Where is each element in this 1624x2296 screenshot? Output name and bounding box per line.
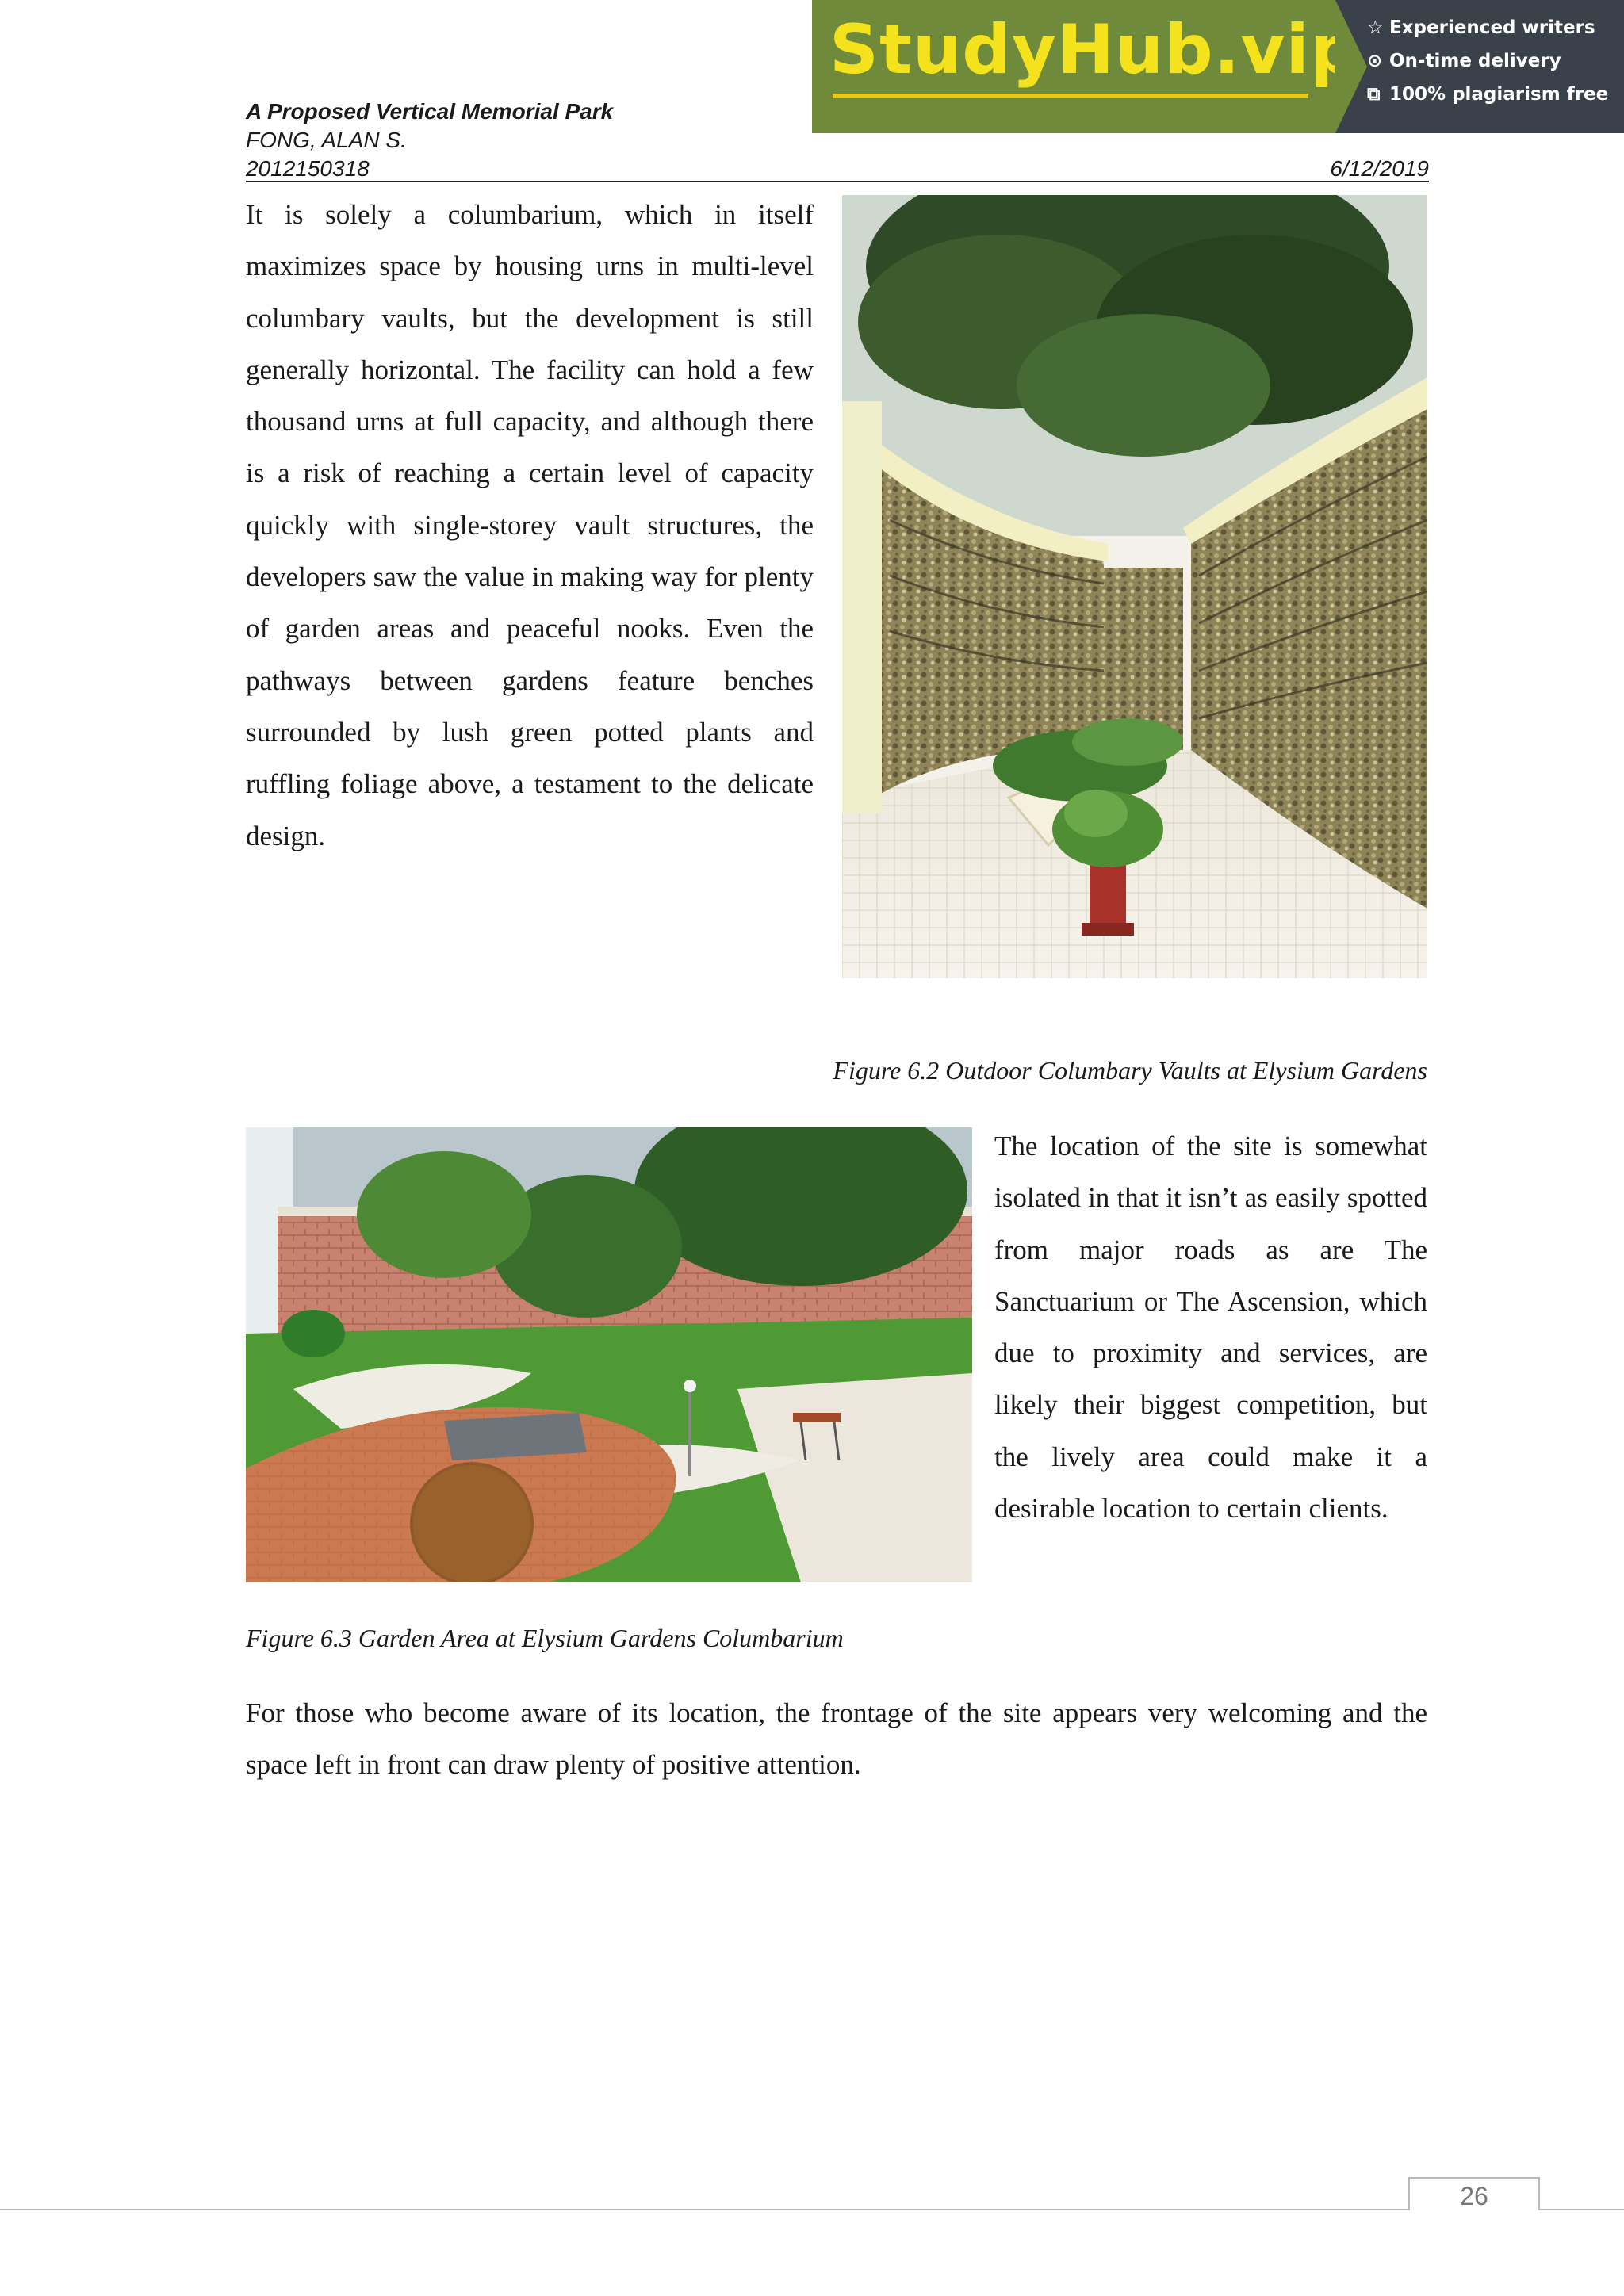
- paragraph-site-location: The location of the site is somewhat isolated in that it isn’t as easily spotted from major roads as are The Sanctuarium or The Ascension, which due to proximity and services, are likely their biggest competition, but the lively area could make it a desirable location to certain clients.: [994, 1131, 1427, 1525]
- figure-columbary-vaults-photo: [842, 195, 1427, 978]
- copy-icon: ⧉: [1367, 84, 1381, 105]
- logo-underline: [833, 94, 1308, 98]
- student-id: 2012150318: [246, 156, 370, 181]
- figure-6-3-caption: Figure 6.3 Garden Area at Elysium Gardens Columbarium: [246, 1624, 844, 1652]
- studyhub-logo: StudyHub.vip: [829, 10, 1360, 90]
- header-rule: [246, 181, 1429, 182]
- footer-rule: [0, 2209, 1624, 2210]
- feature-on-time-delivery: ⊙ On-time delivery: [1367, 51, 1561, 71]
- banner-chevron: [1335, 0, 1367, 133]
- page-number: 26: [1460, 2182, 1488, 2210]
- clock-icon: ⊙: [1367, 51, 1383, 71]
- banner-logo-panel: [812, 0, 1360, 133]
- studyhub-banner[interactable]: [812, 0, 1624, 133]
- feature-experienced-writers: ☆ Experienced writers: [1367, 17, 1595, 38]
- paragraph-columbarium: It is solely a columbarium, which in itself maximizes space by housing urns in multi-level columbary vaults, but the development is still generally horizontal. The facility can hold a few thousand urns at full capacity, and although there is a risk of reaching a certain level of capacity quickly with single-storey vault structures, the developers saw the value in making way for plenty of garden areas and peaceful nooks. Even the pathways between gardens feature benches surrounded by lush green potted plants and ruffling foliage above, a testament to the delicate design.: [246, 199, 814, 851]
- paragraph-frontage: For those who become aware of its location, the frontage of the site appears very welcoming and the space left in front can draw plenty of positive attention.: [246, 1697, 1427, 1781]
- figure-garden-area-photo: [246, 1127, 972, 1582]
- document-title: A Proposed Vertical Memorial Park: [246, 99, 614, 124]
- star-icon: ☆: [1367, 17, 1384, 38]
- columbary-vaults-illustration: [842, 195, 1427, 978]
- banner-features: [1335, 0, 1624, 133]
- garden-area-illustration: [246, 1127, 972, 1582]
- document-date: 6/12/2019: [1330, 156, 1429, 181]
- feature-plagiarism-free: ⧉ 100% plagiarism free: [1367, 84, 1609, 105]
- figure-6-2-caption: Figure 6.2 Outdoor Columbary Vaults at Elysium Gardens: [833, 1056, 1427, 1085]
- document-author: FONG, ALAN S.: [246, 128, 407, 152]
